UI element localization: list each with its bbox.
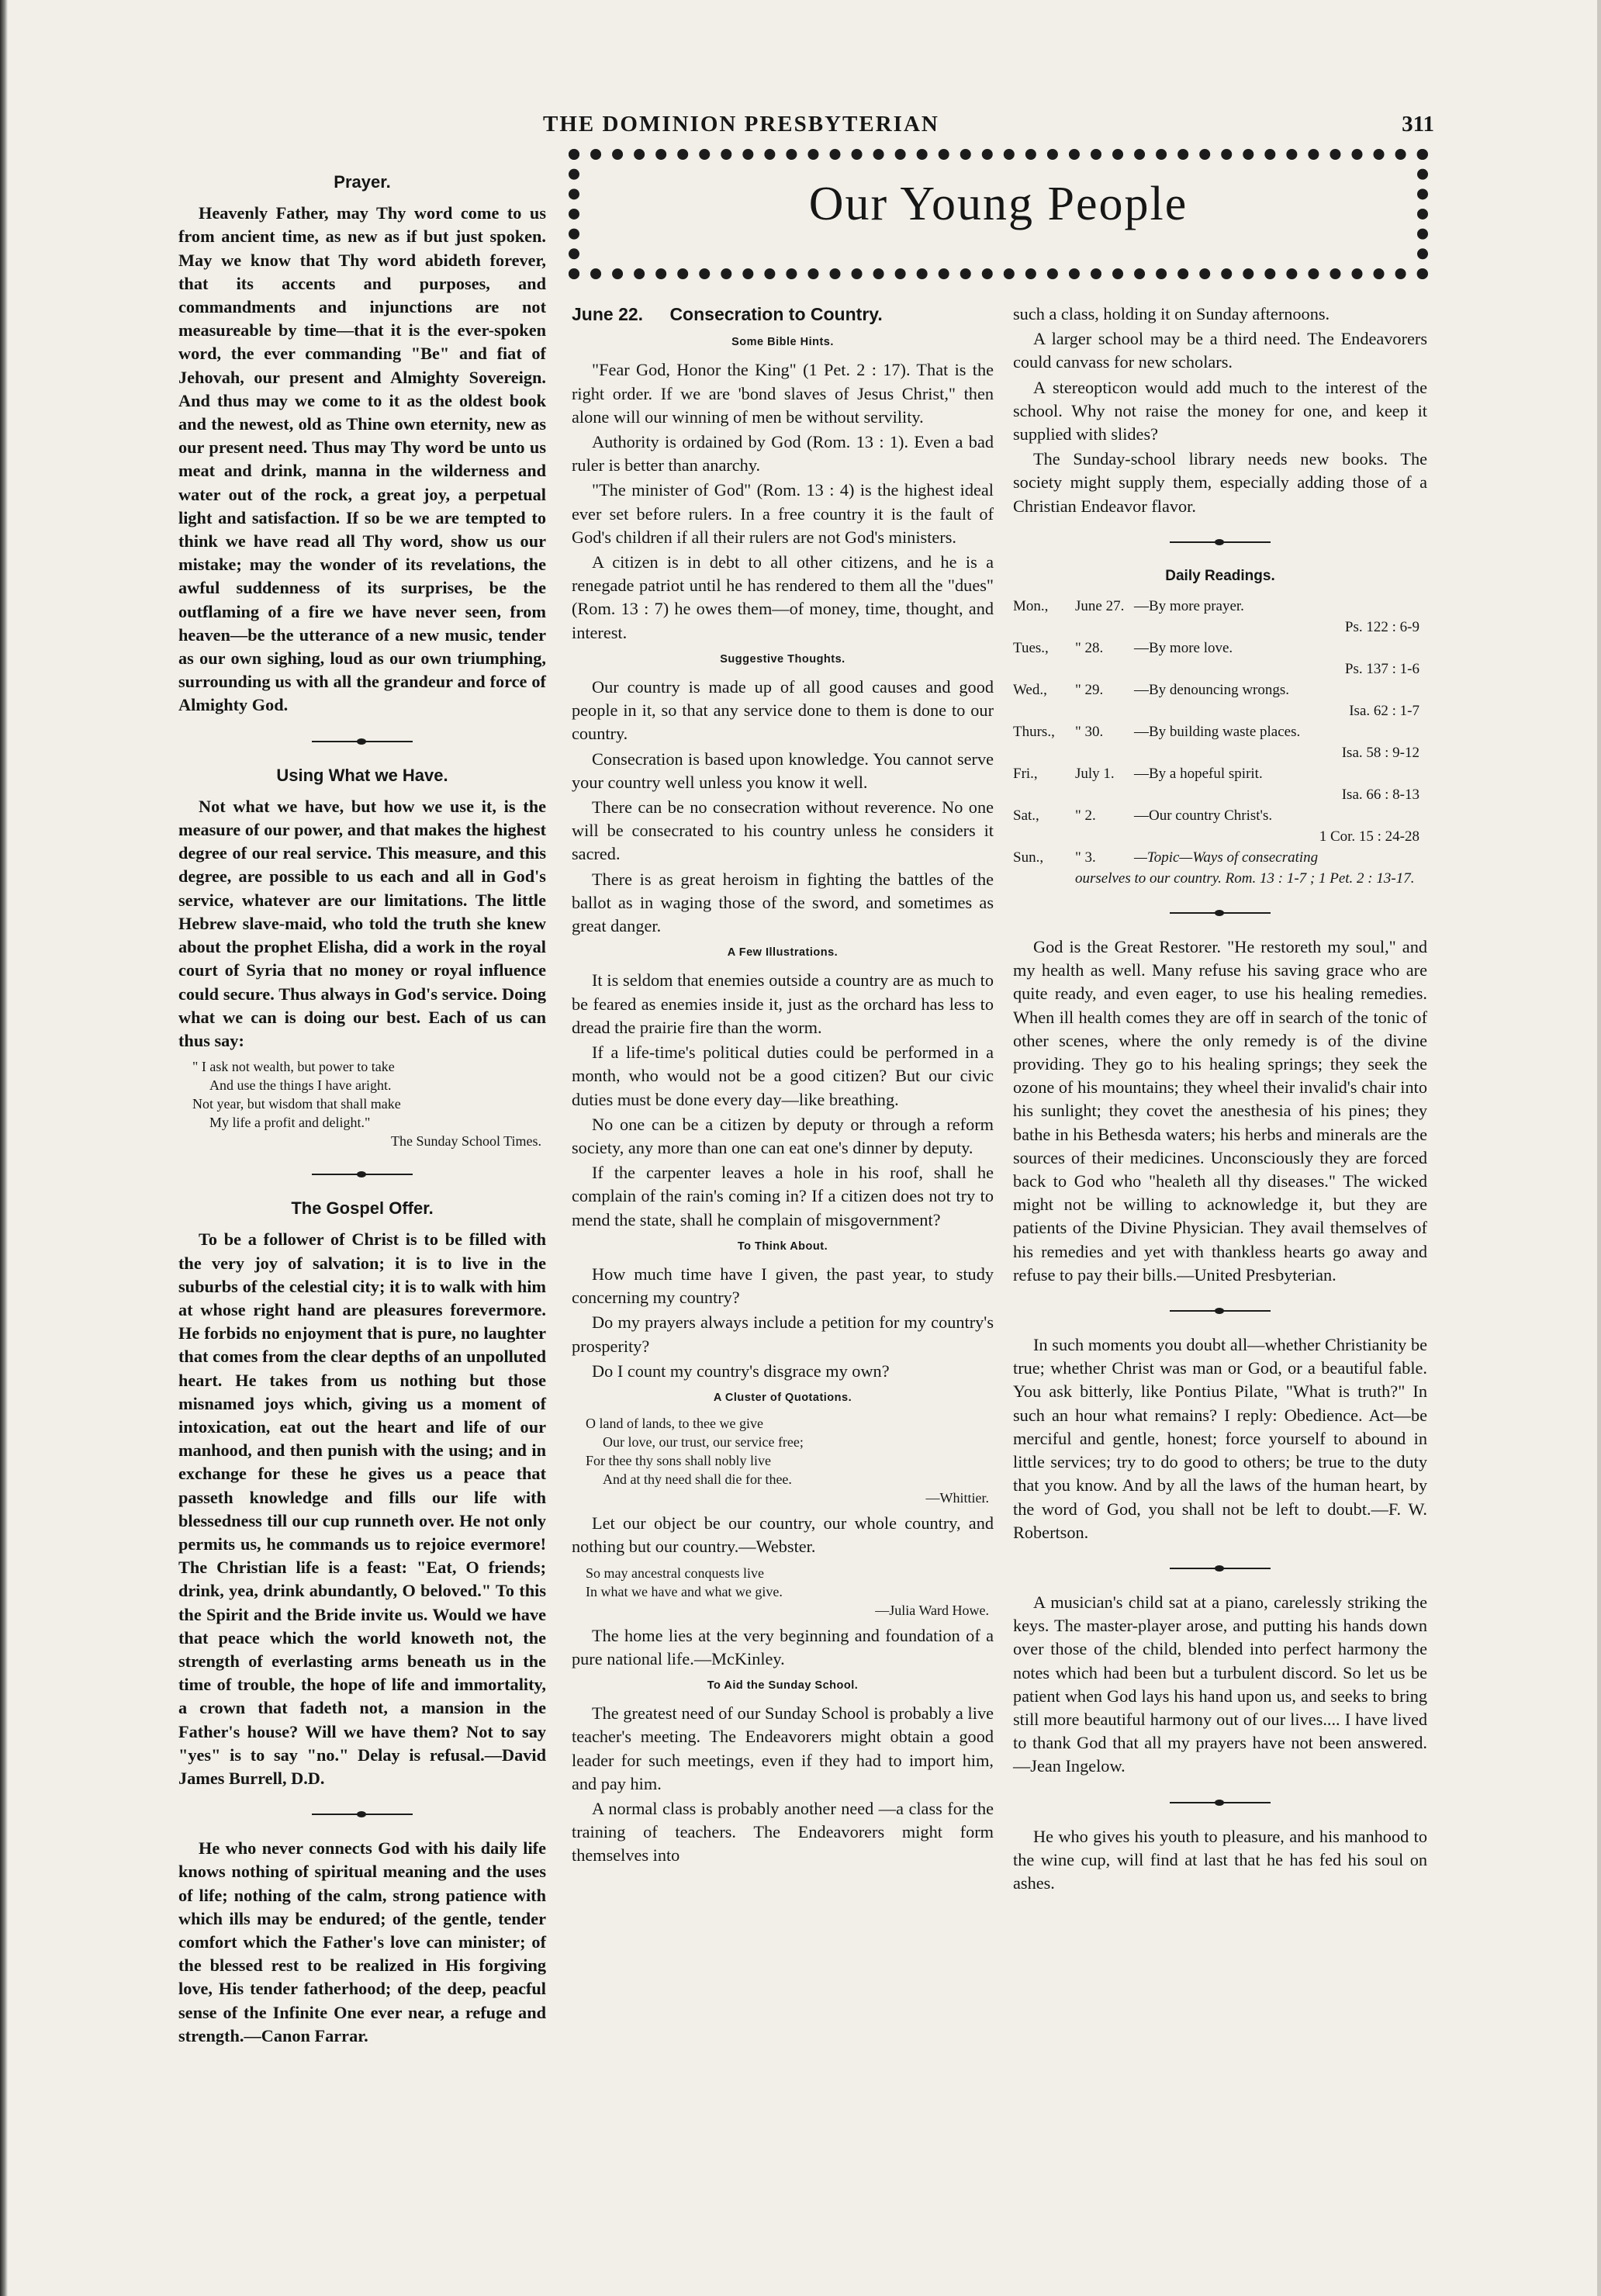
restorer-text: God is the Great Restorer. "He restoreth my soul," and my health as well. Many refuse his saving grace who are quite ready, and even eager, to use his healing remedies. When ill health comes they are off in search of the tonic of other scenes, where the only remedy is of the divine providing. They go to his healing springs; they seek the ozone of his mountains; they wheel their invalid's chair into his sunlight; they covet the anesthesia of his pines; they bathe in his Bethesda waters; his herbs and minerals are the sources of their medicines. Unconsciously they are forced back to God who "healeth all thy diseases." The wicked might not be willing to acknowledge it, but they are patients of the Divine Physician. They avail themselves of his remedies and yet with thankless hearts go away and refuse to pay their bills.—United Presbyterian. (1013, 937, 1427, 1285)
reading-day: Sun., (1013, 849, 1044, 866)
paragraph: No one can be a citizen by deputy or through a reform society, any more than one can eat one's dinner by deputy. (572, 1114, 994, 1157)
reading-day: Thurs., (1013, 724, 1055, 741)
gospel-text: To be a follower of Christ is to be filled with the very joy of salvation; it is to live in the suburbs of the celestial city; it is to walk with him at whose right hand are pleasures forevermore. He forbids no enjoyment that is pure, no laughter that comes from the clear depths of an unpolluted heart. He takes from us nothing but those misnamed joys which, giving us a moment of intoxication, eat out the heart and life of our manhood, and then punish with the using; and in exchange for these he gives us a peace that passeth knowledge and fills our life with blessedness till our cup runneth over. He not only permits us, he commands us to rejoice evermore! The Christian life is a feast: "Eat, O friends; drink, yea, drink abundantly, O beloved." To this the Spirit and the Bride invite us. Would we have that peace which the world knoweth not, the strength of everlasting arms beneath us in the time of trouble, the hope of life and immortality, a crown that fadeth not, a mansion in the Father's house? Will we have them? Not to say "yes" is to say "no." Delay is refusal.—David James Burrell, D.D. (178, 1229, 546, 1788)
paragraph: Consecration is based upon knowledge. You cannot serve your country well unless you know it well. (572, 749, 994, 792)
paragraph: It is seldom that enemies outside a country are as much to be feared as enemies inside it, just as the orchard has less to dread the prairie fire than the worm. (572, 970, 994, 1037)
whittier-poem (586, 1414, 994, 1507)
paragraph: Do my prayers always include a petition for my country's prosperity? (572, 1312, 994, 1356)
gospel-heading: The Gospel Offer. (291, 1198, 434, 1219)
paragraph: Our country is made up of all good causes and good people in it, so that any service done to them is done to our country. (572, 677, 994, 744)
reading-continuation: ourselves to our country. Rom. 13 : 1-7 ; 1 Pet. 2 : 13-17. (1075, 870, 1415, 887)
reading-date: July 1. (1075, 766, 1115, 783)
poem-line: And at thy need shall die for thee. (603, 1471, 792, 1488)
divider (1170, 1799, 1271, 1807)
poem-line: Not year, but wisdom that shall make (192, 1096, 401, 1112)
paragraph: The greatest need of our Sunday School is probably a live teacher's meeting. The Endeavorers might obtain a good leader for such meetings, even if they had to import him, and pay him. (572, 1703, 994, 1793)
divider (1170, 1307, 1271, 1315)
paragraph: If a life-time's political duties could be performed in a month, who would not be a good citizen? But our civic duties must be done every day—like breathing. (572, 1043, 994, 1109)
reading-row (1013, 638, 1427, 659)
reading-day: Sat., (1013, 807, 1039, 825)
reading-text: —Our country Christ's. (1134, 807, 1273, 825)
paragraph: A larger school may be a third need. The Endeavorers could canvass for new scholars. (1013, 329, 1427, 372)
paragraph: A citizen is in debt to all other citizens, and he is a renegade patriot until he has rendered to them all the "dues" (Rom. 13 : 7) he owes them—of money, time, thought, and interest. (572, 552, 994, 642)
prayer-heading: Prayer. (334, 172, 391, 192)
reading-date: " 2. (1075, 807, 1096, 825)
paragraph: A stereopticon would add much to the interest of the school. Why not raise the money for one, and keep it supplied with slides? (1013, 377, 1427, 444)
poem-line: For thee thy sons shall nobly live (586, 1453, 771, 1469)
howe-poem (586, 1564, 994, 1620)
reading-text: —By more prayer. (1134, 598, 1244, 615)
reading-day: Tues., (1013, 640, 1049, 657)
reading-row (1013, 679, 1427, 700)
poem-attribution: —Whittier. (925, 1490, 989, 1506)
journal-title: THE DOMINION PRESBYTERIAN (543, 112, 939, 137)
reading-date: " 28. (1075, 640, 1104, 657)
divider (312, 738, 413, 745)
running-header (0, 109, 1601, 147)
poem-line: O land of lands, to thee we give (586, 1416, 763, 1432)
reading-date: " 30. (1075, 724, 1104, 741)
reading-text: —By a hopeful spirit. (1134, 766, 1263, 783)
section-banner (569, 149, 1428, 279)
scan-edge-left (0, 0, 8, 2296)
reading-row (1013, 805, 1427, 826)
daily-readings-heading: Daily Readings. (1165, 567, 1275, 584)
reading-day: Fri., (1013, 766, 1038, 783)
paragraph: There is as great heroism in fighting the battles of the ballot as in waging those of the sword, and sometimes as great danger. (572, 869, 994, 936)
using-poem (192, 1057, 546, 1150)
reading-date: " 3. (1075, 849, 1096, 866)
farrar-text: He who never connects God with his daily life knows nothing of spiritual meaning and the uses of life; nothing of the calm, strong patience with which ills may be endured; of the gentle, tender comfort which the Father's love can minister; of the blessed rest to be realized in His forgiving love, His tender fatherhood; of the deep, peacful sense of the Infinite One ever near, a refuge and strength.—Canon Farrar. (178, 1838, 546, 2045)
youth-text: He who gives his youth to pleasure, and his manhood to the wine cup, will find at last that he has fed his soul on ashes. (1013, 1826, 1427, 1893)
poem-attribution: The Sunday School Times. (390, 1133, 541, 1150)
paragraph: Authority is ordained by God (Rom. 13 : 1). Even a bad ruler is better than anarchy. (572, 432, 994, 475)
poem-line: " I ask not wealth, but power to take (192, 1059, 395, 1075)
reading-text: —By building waste places. (1134, 724, 1301, 741)
daily-readings-list (1013, 596, 1427, 889)
banner-title: Our Young People (808, 178, 1188, 230)
topic-heading (572, 303, 994, 326)
suggestive-heading: Suggestive Thoughts. (720, 652, 845, 666)
poem-line: My life a profit and delight." (209, 1115, 371, 1131)
reading-reference: Isa. 62 : 1-7 (1349, 703, 1419, 720)
divider (1170, 538, 1271, 546)
reading-row (1013, 596, 1427, 617)
paragraph: How much time have I given, the past year, to study concerning my country? (572, 1264, 994, 1308)
reading-text: —By more love. (1134, 640, 1233, 657)
using-heading: Using What we Have. (276, 765, 448, 785)
doubt-text: In such moments you doubt all—whether Christianity be true; whether Christ was man or God, or a beautiful fable. You ask bitterly, like Pontius Pilate, "What is truth?" In such an hour what remains? I reply: Obedience. Act—be merciful and gentle, honest; force yourself to abound in little services; try to do good to others; be true to the duty that you know. And by all the laws of the human heart, by the word of God, you shall not be left to doubt.—F. W. Robertson. (1013, 1335, 1427, 1542)
poem-line: In what we have and what we give. (586, 1583, 783, 1599)
reading-reference: Isa. 66 : 8-13 (1341, 787, 1419, 804)
paragraph: Let our object be our country, our whole country, and nothing but our country.—Webster. (572, 1513, 994, 1557)
reading-text: —Topic—Ways of consecrating (1134, 849, 1319, 866)
reading-date: " 29. (1075, 682, 1104, 699)
divider (312, 1170, 413, 1178)
paragraph: such a class, holding it on Sunday afternoons. (1013, 304, 1330, 323)
paragraph: "The minister of God" (Rom. 13 : 4) is the highest ideal ever set before rulers. In a free country it is the fault of God's children if all their rulers are not God's ministers. (572, 480, 994, 547)
column-middle (572, 303, 994, 1869)
reading-row (1013, 721, 1427, 742)
divider (1170, 909, 1271, 917)
using-text: Not what we have, but how we use it, is the measure of our power, and that makes the highest degree of our real service. This measure, and this degree, are possible to us each and all in God's service, whatever are our limitations. The little Hebrew slave-maid, who told the truth she knew about the prophet Elisha, did a work in the royal court of Syria that no money or royal influence could secure. Thus always in God's service. Doing what we can is doing our best. Each of us can thus say: (178, 796, 546, 1050)
reading-text: —By denouncing wrongs. (1134, 682, 1290, 699)
poem-line: So may ancestral conquests live (586, 1565, 764, 1581)
reading-row (1013, 847, 1427, 868)
paragraph: The Sunday-school library needs new books. The society might supply them, especially adding those of a Christian Endeavor flavor. (1013, 449, 1427, 516)
illustrations-heading: A Few Illustrations. (727, 946, 839, 960)
scan-edge-right (1597, 0, 1601, 2296)
reading-row (1013, 763, 1427, 784)
think-heading: To Think About. (737, 1240, 828, 1253)
paragraph: If the carpenter leaves a hole in his roof, shall he complain of the rain's coming in? If a citizen does not try to mend the state, shall he complain of misgovernment? (572, 1163, 994, 1229)
divider (312, 1810, 413, 1818)
topic-date: June 22. (572, 304, 644, 324)
paragraph: There can be no consecration without reverence. No one will be consecrated to his country unless he considers it sacred. (572, 797, 994, 864)
paragraph: "Fear God, Honor the King" (1 Pet. 2 : 17). That is the right order. If we are 'bond slaves of Jesus Christ," then alone will our winning of men be without servility. (572, 360, 994, 427)
reading-day: Wed., (1013, 682, 1047, 699)
reading-date: June 27. (1075, 598, 1125, 615)
column-right (1013, 303, 1427, 1897)
paragraph: The home lies at the very beginning and foundation of a pure national life.—McKinley. (572, 1625, 994, 1668)
reading-day: Mon., (1013, 598, 1049, 615)
prayer-text: Heavenly Father, may Thy word come to us from ancient time, as new as if but just spoken. May we know that Thy word abideth forever, that its accents and purposes, and commandments and injunctions are not measureable by time—that it is the ever-spoken word, the ever commanding "Be" and fiat of Jehovah, our present and Almighty Sovereign. And thus may we come to it as the oldest book and the newest, old as Thine own eternity, new as our present need. Thus may Thy word be unto us meat and drink, manna in the wilderness and water out of the rock, a great joy, a perpetual light and satisfaction. If so be we are tempted to think we have read all Thy word, show us our mistake; may the wonder of its revelations, the awful suddenness of its surprises, be the outflaming of a fire we have never seen, from heaven—be the utterance of a new music, tender as our own sighing, loud as our own triumphing, surrounding us with all the grandeur and force of Almighty God. (178, 203, 546, 715)
poem-attribution: —Julia Ward Howe. (875, 1602, 989, 1618)
paragraph: A normal class is probably another need —a class for the training of teachers. The Endeavorers might form themselves into (572, 1798, 994, 1866)
topic-title: Consecration to Country. (669, 304, 883, 324)
divider (1170, 1565, 1271, 1572)
poem-line: And use the things I have aright. (209, 1077, 392, 1094)
reading-reference: Ps. 137 : 1-6 (1344, 661, 1419, 678)
reading-reference: Ps. 122 : 6-9 (1344, 619, 1419, 636)
quotations-heading: A Cluster of Quotations. (713, 1391, 852, 1404)
page-number: 311 (1402, 112, 1434, 137)
bible-hints-heading: Some Bible Hints. (731, 336, 834, 349)
musician-text: A musician's child sat at a piano, carelessly striking the keys. The master-player arose, and putting his hands down over those of the child, blended into perfect harmony the notes which had been but a turbulent discord. So let us be patient when God lays his hand upon us, and seeks to bring still more beautiful harmony out of our lives.... I have lived to thank God that all my prayers have not been answered.—Jean Ingelow. (1013, 1592, 1427, 1776)
poem-line: Our love, our trust, our service free; (603, 1434, 804, 1451)
reading-reference: 1 Cor. 15 : 24-28 (1319, 828, 1419, 845)
column-left (178, 164, 546, 2049)
paragraph: Do I count my country's disgrace my own? (592, 1361, 890, 1381)
reading-reference: Isa. 58 : 9-12 (1341, 745, 1419, 762)
sunday-school-heading: To Aid the Sunday School. (707, 1679, 859, 1692)
